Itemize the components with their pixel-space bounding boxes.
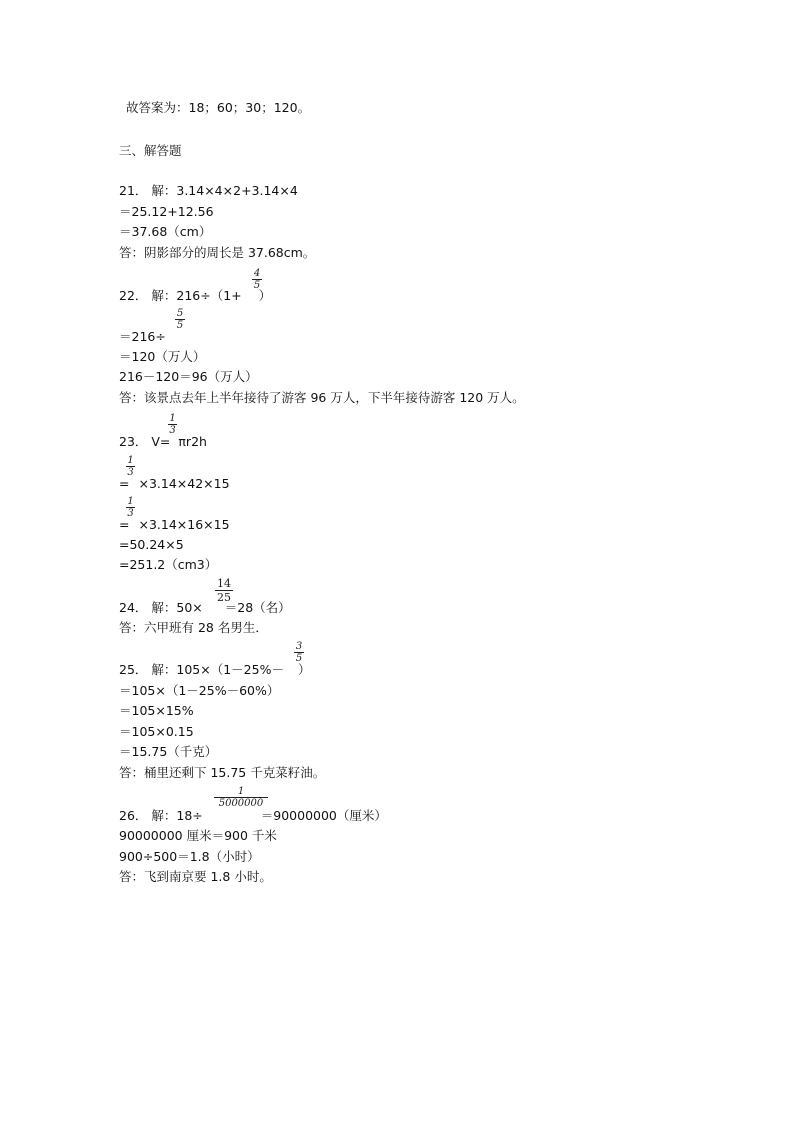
q22-fraction-1 [252,268,262,291]
q23-line-5: =251.2（cm3） [119,557,218,572]
q24-line-1-text: 24． 解：50× [119,600,203,615]
q21-line-3: ＝37.68（cm） [119,224,212,239]
q23-line-3 [119,518,230,532]
q25-line-3: ＝105×15% [119,703,194,718]
q22-fraction-1-num: 4 [253,268,261,279]
q22-line-1-text: 22． 解：216÷（1+ [119,288,242,303]
q23-line-3-text: ×3.14×16×15 [138,517,230,532]
q22-line-4: 216－120＝96（万人） [119,369,258,384]
q24-fraction [215,577,233,604]
q24-answer: 答：六甲班有 28 名男生． [119,620,268,635]
q25-fraction-den: 5 [295,653,303,664]
q23-fraction-3-num: 1 [127,496,134,507]
q26-fraction-den: 5000000 [214,797,268,809]
q22-answer: 答：该景点去年上半年接待了游客 96 万人，下半年接待游客 120 万人。 [119,390,525,405]
q23-fraction-3-den: 3 [127,508,134,519]
q23-fraction-2 [126,455,135,478]
q25-line-5: ＝15.75（千克） [119,744,218,759]
q23-fraction-1 [168,413,177,436]
q26-line-1-result: ＝90000000（厘米） [260,808,387,823]
q23-line-3-eq: = [119,517,130,532]
q23-fraction-1-num: 1 [169,413,176,424]
q21-line-2: ＝25.12+12.56 [119,204,214,219]
q23-fraction-2-num: 1 [127,455,134,466]
q25-line-4: ＝105×0.15 [119,724,194,739]
q26-fraction [214,786,268,809]
q23-line-4: =50.24×5 [119,537,184,552]
q22-fraction-2-den: 5 [176,320,184,331]
q25-line-1-close: ） [297,662,311,677]
q24-line-1-result: ＝28（名） [224,600,291,615]
q26-line-1 [119,809,387,823]
q25-answer: 答：桶里还剩下 15.75 千克菜籽油。 [119,765,326,780]
q25-line-2: ＝105×（1－25%－60%） [119,683,280,698]
top-answer: 故答案为：18；60；30；120。 [126,100,311,115]
q25-line-1 [119,663,310,677]
q23-fraction-1-den: 3 [169,425,176,436]
q22-line-3: ＝120（万人） [119,349,206,364]
q21-answer: 答：阴影部分的周长是 37.68cm。 [119,245,316,260]
q21-line-1: 21． 解：3.14×4×2+3.14×4 [119,183,298,198]
q25-fraction [294,641,304,664]
q24-fraction-num: 14 [217,577,231,590]
q25-fraction-num: 3 [295,641,303,652]
q23-fraction-2-den: 3 [127,467,134,478]
q22-fraction-1-den: 5 [253,280,261,291]
q23-line-1-formula: πr2h [178,434,207,449]
q23-line-2-eq: = [119,476,130,491]
q22-line-1 [119,289,271,303]
q24-fraction-den: 25 [217,591,231,604]
q26-line-3: 900÷500＝1.8（小时） [119,849,260,864]
q22-line-2: ＝216÷ [119,329,166,344]
q22-line-1-close: ） [258,288,272,303]
q25-line-1-text: 25． 解：105×（1－25%－ [119,662,284,677]
q26-answer: 答：飞到南京要 1.8 小时。 [119,869,272,884]
q26-line-2: 90000000 厘米＝900 千米 [119,828,277,843]
q26-line-1-text: 26． 解：18÷ [119,808,203,823]
q23-line-1-text: 23． V= [119,434,171,449]
q23-line-2 [119,477,230,491]
q26-fraction-num: 1 [237,786,245,797]
q23-line-1 [119,435,207,449]
q23-line-2-text: ×3.14×42×15 [138,476,230,491]
q23-fraction-3 [126,496,135,519]
q24-line-1 [119,601,291,615]
q22-fraction-2-num: 5 [176,308,184,319]
q22-fraction-2 [175,308,185,331]
section-title: 三、解答题 [119,143,182,158]
